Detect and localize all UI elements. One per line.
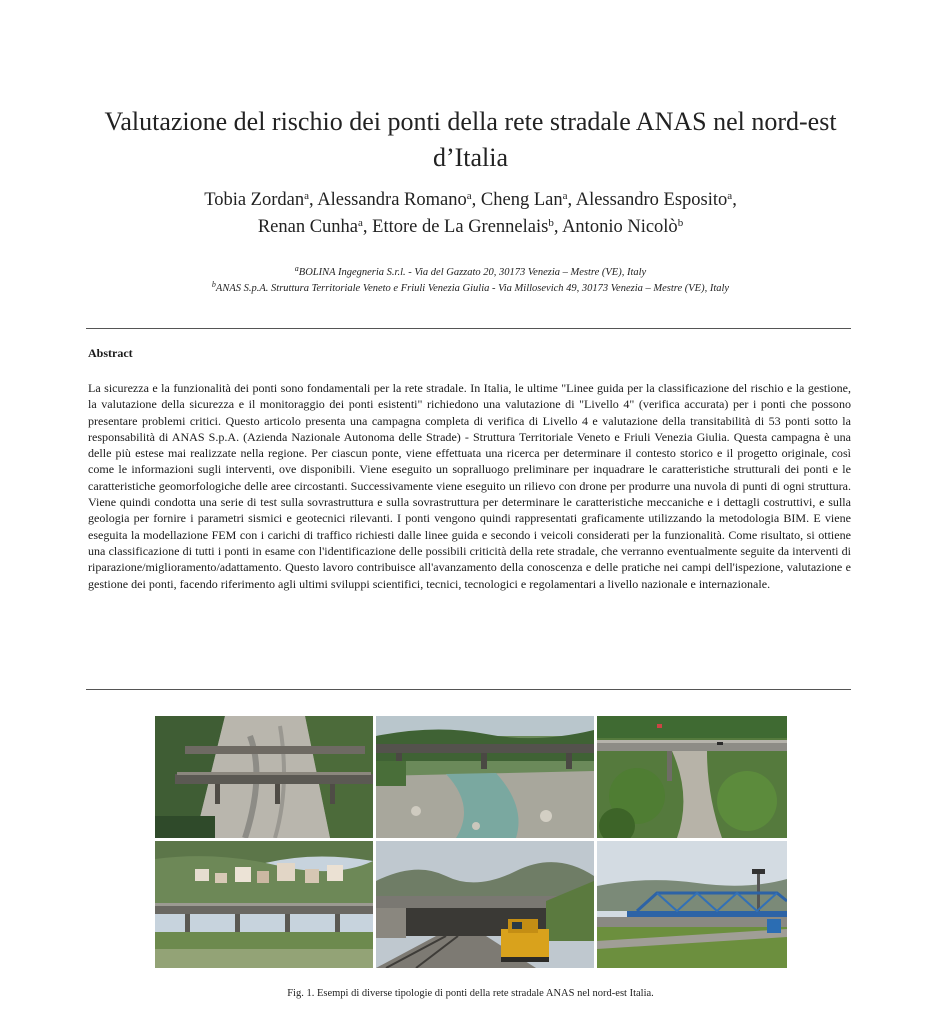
- affiliation: [90, 265, 851, 281]
- author-affiliation-mark: a: [466, 190, 472, 202]
- bridge-photo-viaduct-village: [155, 841, 373, 968]
- author-affiliation-mark: b: [677, 217, 684, 229]
- affiliation-mark: b: [211, 280, 216, 289]
- bridge-photo-steel-truss: [597, 841, 787, 968]
- affiliation-list: [90, 265, 851, 297]
- author-name: Renan Cunha: [257, 217, 358, 237]
- bridge-photo-grid: [155, 716, 785, 968]
- top-divider: [86, 328, 851, 329]
- author-affiliation-mark: b: [548, 217, 554, 229]
- author-name: Alessandra Romano: [317, 190, 467, 210]
- bridge-photo-river: [376, 716, 594, 838]
- author-affiliation-mark: a: [727, 190, 733, 202]
- affiliation-mark: a: [294, 264, 299, 273]
- bottom-divider: [86, 689, 851, 690]
- author-affiliation-mark: a: [304, 190, 309, 202]
- author-name: Tobia Zordan: [204, 190, 305, 210]
- author-list: Tobia Zordan$^a$, Alessandra Romano$^a$, Cheng Lan$^a$, Alessandro Esposito$^a$, Renan Cunha$^a$, Ettore de La Grennelais$^b$, Antonio Nicolò$^b$: [204, 190, 737, 237]
- author-name: Antonio Nicolò: [562, 217, 678, 237]
- abstract-heading: Abstract: [88, 346, 133, 360]
- author-affiliation-mark: a: [562, 190, 568, 202]
- author-affiliation-mark: a: [358, 217, 363, 229]
- bridge-photo-railway: [376, 841, 594, 968]
- affiliation: [90, 281, 851, 297]
- affiliation-text: BOLINA Ingegneria S.r.l. - Via del Gazzato 20, 30173 Venezia – Mestre (VE), Italy: [298, 267, 647, 278]
- abstract-text: La sicurezza e la funzionalità dei ponti sono fondamentali per la rete stradale. In Italia, le ultime "Linee guida per la classificazione del rischio e la gestione, la valutazione della sicurezza e il monitoraggio dei ponti esistenti" richiedono una valutazione di "Livello 4" (verifica accurata) per i ponti che possono presentare problemi critici. Questo articolo presenta una campagna completa di verifica di Livello 4 e valutazione della transitabilità di 53 ponti sotto la responsabilità di ANAS S.p.A. (Azienda Nazionale Autonoma delle Strade) - Struttura Territoriale Veneto e Friuli Venezia Giulia. Questa campagna è una delle più estese mai realizzate nella regione. Per ciascun ponte, viene effettuata una ricerca per determinare il contesto storico e il progetto originale, così come le informazioni sugli interventi, ove disponibili. Viene eseguito un sopralluogo preliminare per inquadrare le caratteristiche strutturali dei ponti e le caratteristiche geomorfologiche delle aree circostanti. Successivamente viene eseguito un rilievo con drone per produrre una nuvola di punti di ogni struttura. Viene quindi condotta una serie di test sulla sovrastruttura e sulla sovrastruttura per determinare le caratteristiche meccaniche e i dettagli costruttivi, e sulla geologia per fornire i parametri sismici e geotecnici rilevanti. I ponti vengono quindi rappresentati graficamente utilizzando la metodologia BIM. E viene eseguita la modellazione FEM con i carichi di traffico richiesti dalle linee guida e secondo i veicoli considerati per la funzionalità. Come risultato, si ottiene una classificazione di tutti i ponti in esame con l'identificazione delle possibili criticità della rete stradale, che verranno eventualmente seguite da interventi di riparazione/miglioramento/adattamento. Questo lavoro contribuisce all'avanzamento della conoscenza e delle pratiche nei campi dell'ispezione, valutazione e gestione dei ponti, facendo riferimento agli ultimi sviluppi scientifici, tecnici, tecnologici e regolamentari a livello nazionale e internazionale.: [88, 381, 851, 591]
- paper-title: Valutazione del rischio dei ponti della rete stradale ANAS nel nord-est d’Italia: [104, 107, 837, 172]
- affiliation-text: ANAS S.p.A. Struttura Territoriale Veneto e Friuli Venezia Giulia - Via Millosevich 49, 30173 Venezia – Mestre (VE), Italy: [215, 283, 730, 294]
- author-name: Ettore de La Grennelais: [372, 217, 549, 237]
- bridge-photo-aerial-vegetation: [597, 716, 787, 838]
- figure-caption: Fig. 1. Esempi di diverse tipologie di ponti della rete stradale ANAS nel nord-est Italia.: [287, 988, 654, 999]
- bridge-photo-aerial-riverbed: [155, 716, 373, 838]
- author-name: Alessandro Esposito: [575, 190, 728, 210]
- author-name: Cheng Lan: [480, 190, 563, 210]
